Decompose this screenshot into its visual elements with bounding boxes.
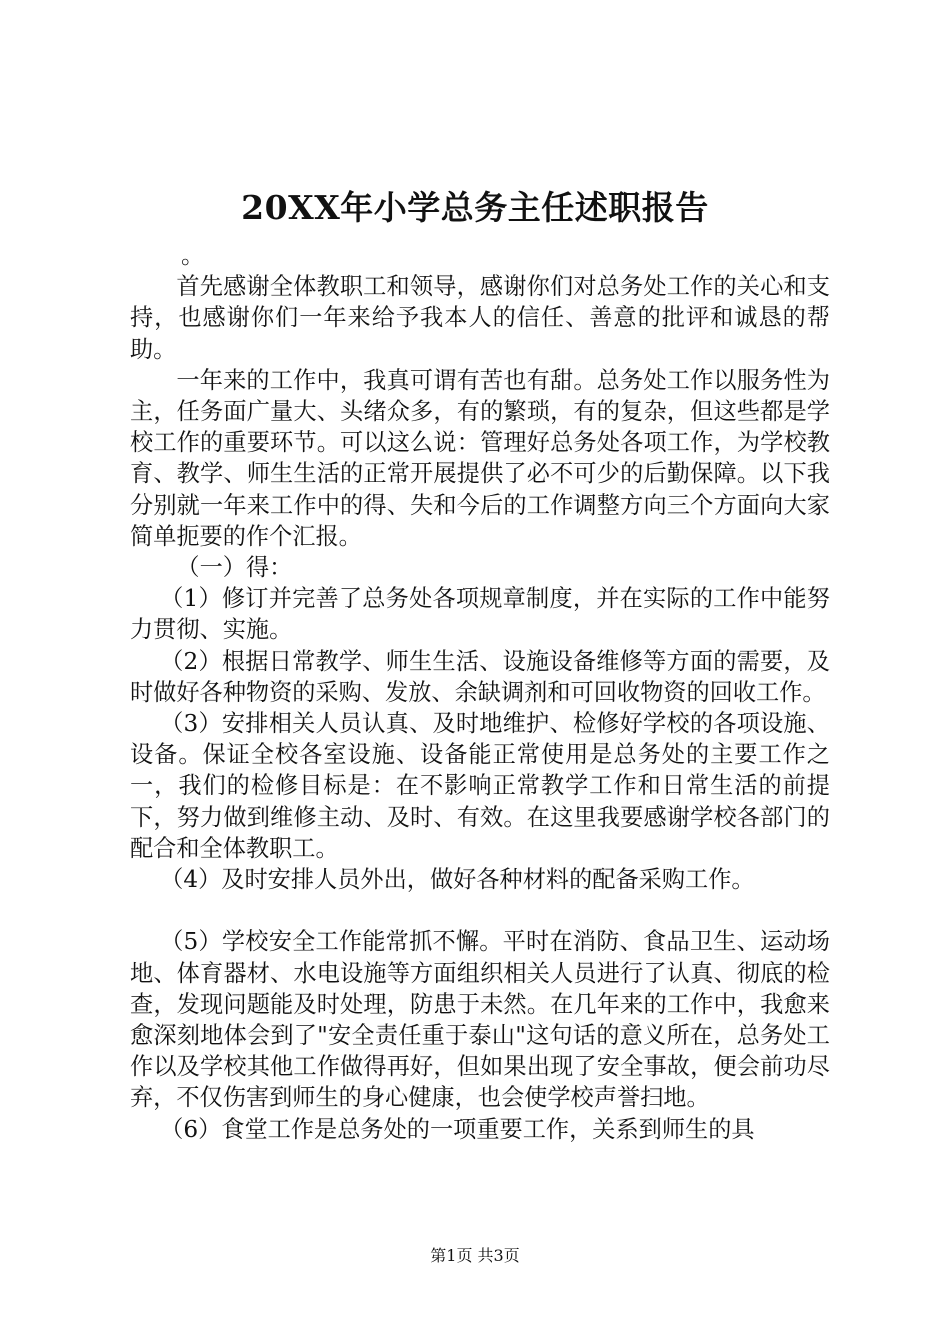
paragraph: 一年来的工作中，我真可谓有苦也有甜。总务处工作以服务性为主，任务面广量大、头绪众多，有的繁琐，有的复杂，但这些都是学校工作的重要环节。可以这么说：管理好总务处各项工作，为学校教育、教学、师生生活的正常开展提供了必不可少的后勤保障。以下我分别就一年来工作中的得、失和今后的工作调整方向三个方面向大家简单扼要的作个汇报。 bbox=[130, 366, 830, 550]
paragraph: （1）修订并完善了总务处各项规章制度，并在实际的工作中能努力贯彻、实施。 bbox=[130, 585, 830, 644]
paragraph: （一）得： bbox=[176, 554, 293, 582]
paragraph: 首先感谢全体教职工和领导，感谢你们对总务处工作的关心和支持，也感谢你们一年来给予我本人的信任、善意的批评和诚恳的帮助。 bbox=[130, 273, 830, 363]
paragraph: （6）食堂工作是总务处的一项重要工作，关系到师生的具 bbox=[160, 1115, 755, 1143]
paragraph: （4）及时安排人员外出，做好各种材料的配备采购工作。 bbox=[160, 866, 755, 894]
paragraph: （2）根据日常教学、师生生活、设施设备维修等方面的需要，及时做好各种物资的采购、发放、余缺调剂和可回收物资的回收工作。 bbox=[130, 647, 830, 706]
document-body bbox=[130, 240, 830, 1145]
paragraph: 。 bbox=[181, 242, 205, 269]
paragraph: （3）安排相关人员认真、及时地维护、检修好学校的各项设施、设备。保证全校各室设施、设备能正常使用是总务处的主要工作之一，我们的检修目标是：在不影响正常教学工作和日常生活的前提下，努力做到维修主动、及时、有效。在这里我要感谢学校各部门的配合和全体教职工。 bbox=[130, 710, 830, 862]
document-title: 20XX年小学总务主任述职报告 bbox=[241, 188, 709, 227]
paragraph: （5）学校安全工作能常抓不懈。平时在消防、食品卫生、运动场地、体育器材、水电设施等方面组织相关人员进行了认真、彻底的检查，发现问题能及时处理，防患于未然。在几年来的工作中，我愈来愈深刻地体会到了"安全责任重于泰山"这句话的意义所在，总务处工作以及学校其他工作做得再好，但如果出现了安全事故，便会前功尽弃，不仅伤害到师生的身心健康，也会使学校声誉扫地。 bbox=[130, 928, 830, 1112]
page-footer: 第1页 共3页 bbox=[430, 1246, 520, 1265]
